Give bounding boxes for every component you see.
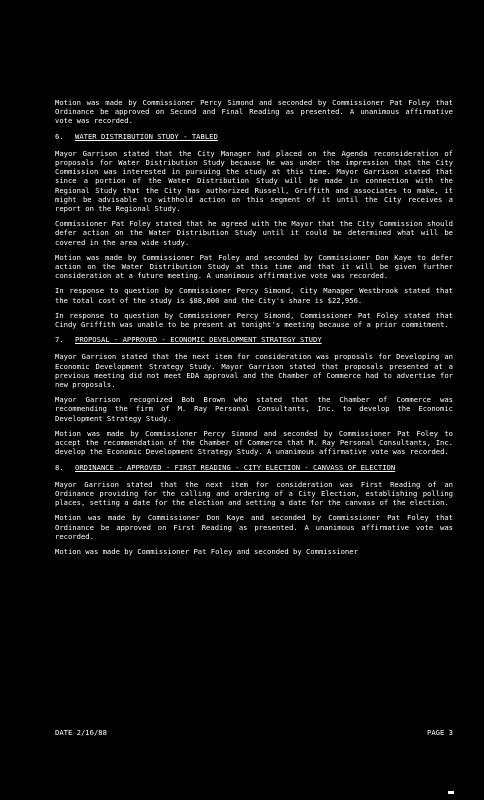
paragraph: Commissioner Pat Foley stated that he agreed with the Mayor that the City Commission should defer action on the Water Distribution Study until it could be determined what will be covered in the area wide study. bbox=[55, 219, 453, 247]
section-number: 6. bbox=[55, 131, 64, 141]
paragraph: Motion was made by Commissioner Percy Simond and seconded by Commissioner Pat Foley to accept the recommendation of the Chamber of Commerce that M. Ray Personal Consultants, Inc. develop the Economic Development Strategy Study. A unanimous affirmative vote was recorded. bbox=[55, 428, 453, 457]
section-title: WATER DISTRIBUTION STUDY - TABLED bbox=[75, 131, 218, 141]
section-title: ORDINANCE - APPROVED - FIRST READING - CITY ELECTION - CANVASS OF ELECTION bbox=[75, 462, 396, 472]
paragraph: Motion was made by Commissioner Don Kaye and seconded by Commissioner Pat Foley that Ordinance be approved on First Reading as presented. A unanimous affirmative vote was recorded. bbox=[55, 513, 453, 541]
scan-speck bbox=[448, 791, 454, 794]
paragraph: In response to question by Commissioner Percy Simond, Commissioner Pat Foley stated that Cindy Griffith was unable to be present at tonight's meeting because of a prior commitment. bbox=[55, 310, 453, 330]
paragraph: Mayor Garrison stated that the next item for consideration was First Reading of an Ordinance providing for the calling and ordering of a City Election, establishing polling places, setting a date for the election and setting a date for the canvass of the election. bbox=[55, 479, 453, 508]
paragraph: Motion was made by Commissioner Percy Simond and seconded by Commissioner Pat Foley that Ordinance be approved on Second and Final Reading as presented. A unanimous affirmative vote was recorded. bbox=[55, 98, 453, 126]
section-heading bbox=[55, 335, 453, 344]
section-number: 7. bbox=[55, 335, 64, 345]
section-heading bbox=[55, 463, 453, 472]
section-title: PROPOSAL - APPROVED - ECONOMIC DEVELOPMENT STRATEGY STUDY bbox=[75, 335, 322, 345]
footer-page-number: PAGE 3 bbox=[427, 728, 453, 737]
paragraph: In response to question by Commissioner Percy Simond, City Manager Westbrook stated that the total cost of the study is $88,000 and the City's share is $22,956. bbox=[55, 286, 453, 305]
paragraph: Motion was made by Commissioner Pat Foley and seconded by Commissioner Don Kaye to defer action on the Water Distribution Study at this time and that it will be given further consideration at a future meeting. A unanimous affirmative vote was recorded. bbox=[55, 252, 453, 281]
paragraph: Mayor Garrison stated that the next item for consideration was proposals for Developing an Economic Development Strategy Study. Mayor Garrison stated that proposals presented at a previous meeting did not meet EDA approval and the Chamber of Commerce had to advertise for new proposals. bbox=[55, 352, 453, 390]
page-footer bbox=[55, 728, 453, 737]
paragraph: Mayor Garrison recognized Bob Brown who stated that the Chamber of Commerce was recommending the firm of M. Ray Personal Consultants, Inc. to develop the Economic Development Strategy Study. bbox=[55, 395, 453, 423]
document-body bbox=[55, 98, 453, 562]
paragraph: Motion was made by Commissioner Pat Foley and seconded by Commissioner bbox=[55, 546, 358, 556]
paragraph: Mayor Garrison stated that the City Manager had placed on the Agenda reconsideration of proposals for Water Distribution Study because he was under the impression that the City Commission was interested in pursuing the study at this time. Mayor Garrison stated that since a portion of the Water Distribution Study will be made in connection with the Regional Study that the City has authorized Russell, Griffith and associates to make, it might be advisable to withhold action on this segment of it until the City receives a report on the Regional Study. bbox=[55, 148, 453, 214]
footer-date: DATE 2/16/88 bbox=[55, 728, 107, 737]
section-heading bbox=[55, 132, 453, 141]
section-number: 8. bbox=[55, 462, 64, 472]
